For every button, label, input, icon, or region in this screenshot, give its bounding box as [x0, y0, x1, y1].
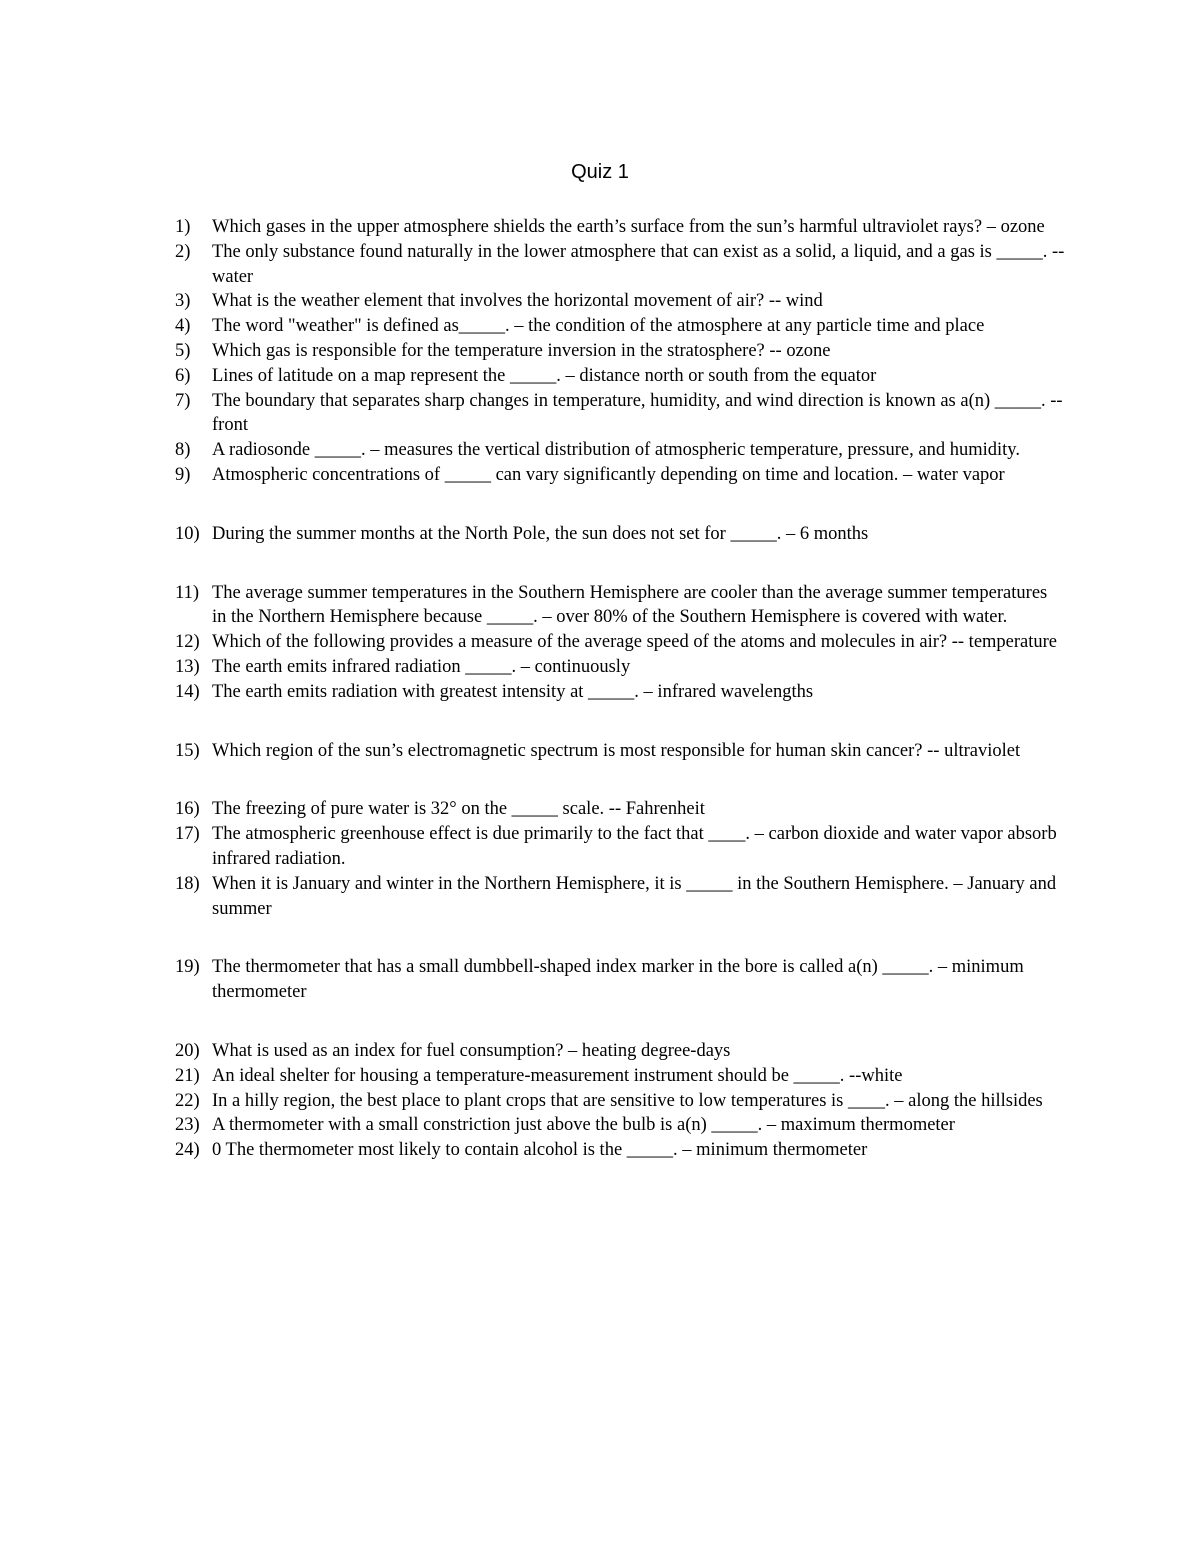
list-item [175, 438, 1065, 463]
page-title: Quiz 1 [571, 161, 629, 183]
question-text: Which of the following provides a measure of the average speed of the atoms and molecules in air? -- temperature [212, 632, 1058, 653]
question-text: A radiosonde _____. – measures the vertical distribution of atmospheric temperature, pressure, and humidity. [212, 440, 1020, 461]
list-item [175, 739, 1065, 764]
question-number: 14) [175, 681, 200, 702]
question-text: The boundary that separates sharp changes in temperature, humidity, and wind direction is known as a(n) _____. -- front [212, 390, 1063, 436]
question-text: The freezing of pure water is 32° on the _____ scale. -- Fahrenheit [212, 799, 705, 820]
list-item [175, 630, 1065, 655]
list-item [175, 215, 1065, 240]
question-number: 19) [175, 957, 200, 978]
question-number: 18) [175, 873, 200, 894]
question-number: 10) [175, 523, 200, 544]
list-item [175, 1039, 1065, 1064]
question-number: 9) [175, 464, 191, 485]
question-list [175, 215, 1065, 1163]
list-item [175, 289, 1065, 314]
question-number: 24) [175, 1140, 200, 1161]
question-number: 11) [175, 582, 199, 603]
list-item [175, 240, 1065, 290]
question-number: 3) [175, 291, 191, 312]
list-item [175, 389, 1065, 439]
question-number: 7) [175, 390, 191, 411]
question-number: 20) [175, 1040, 200, 1061]
list-item [175, 339, 1065, 364]
list-item [175, 797, 1065, 822]
question-text: When it is January and winter in the Northern Hemisphere, it is _____ in the Southern Hemisphere. – January and summer [212, 873, 1057, 919]
question-number: 1) [175, 217, 191, 237]
question-text: Which gas is responsible for the temperature inversion in the stratosphere? -- ozone [212, 340, 831, 361]
question-number: 8) [175, 440, 191, 461]
list-item [175, 463, 1065, 488]
list-item [175, 955, 1065, 1005]
question-number: 13) [175, 656, 200, 677]
list-item [175, 1138, 1065, 1163]
question-number: 17) [175, 824, 200, 845]
question-text: The earth emits radiation with greatest intensity at _____. – infrared wavelengths [212, 681, 814, 702]
list-item [175, 822, 1065, 872]
question-number: 16) [175, 799, 200, 820]
question-text: The earth emits infrared radiation _____. – continuously [212, 656, 631, 677]
question-number: 22) [175, 1090, 200, 1111]
list-item [175, 522, 1065, 547]
question-number: 2) [175, 241, 191, 262]
question-text: The only substance found naturally in the lower atmosphere that can exist as a solid, a liquid, and a gas is _____. --water [212, 241, 1065, 287]
question-text: The atmospheric greenhouse effect is due primarily to the fact that ____. – carbon dioxide and water vapor absorb infrared radiation. [212, 824, 1057, 869]
question-number: 23) [175, 1115, 200, 1136]
list-item [175, 314, 1065, 339]
list-item [175, 1113, 1065, 1138]
question-text: What is the weather element that involves the horizontal movement of air? -- wind [212, 291, 823, 312]
question-text: During the summer months at the North Pole, the sun does not set for _____. – 6 months [212, 523, 869, 544]
question-number: 12) [175, 632, 200, 653]
question-text: A thermometer with a small constriction just above the bulb is a(n) _____. – maximum thermometer [212, 1115, 955, 1136]
list-item [175, 1089, 1065, 1114]
question-number: 6) [175, 365, 191, 386]
question-text: Lines of latitude on a map represent the _____. – distance north or south from the equator [212, 365, 877, 386]
question-text: Atmospheric concentrations of _____ can vary significantly depending on time and location. – water vapor [212, 464, 1005, 485]
question-text: The average summer temperatures in the Southern Hemisphere are cooler than the average summer temperatures in the Northern Hemisphere because _____. – over 80% of the Southern Hemisphere is covered with water. [212, 582, 1048, 628]
list-item [175, 364, 1065, 389]
question-text: The word "weather" is defined as_____. – the condition of the atmosphere at any particle time and place [212, 316, 985, 337]
question-text: Which region of the sun’s electromagnetic spectrum is most responsible for human skin cancer? -- ultraviolet [212, 740, 1021, 761]
question-text: What is used as an index for fuel consumption? – heating degree-days [212, 1040, 731, 1061]
list-item [175, 581, 1065, 631]
list-item [175, 680, 1065, 705]
question-number: 5) [175, 340, 191, 361]
question-text: An ideal shelter for housing a temperature-measurement instrument should be _____. --white [212, 1065, 903, 1086]
question-number: 15) [175, 740, 200, 761]
list-item [175, 655, 1065, 680]
question-number: 4) [175, 316, 191, 337]
list-item [175, 1064, 1065, 1089]
question-text: Which gases in the upper atmosphere shields the earth’s surface from the sun’s harmful ultraviolet rays? – ozone [212, 217, 1045, 237]
list-item [175, 872, 1065, 922]
question-number: 21) [175, 1065, 200, 1086]
question-text: In a hilly region, the best place to plant crops that are sensitive to low temperatures is ____. – along the hillsides [212, 1090, 1043, 1111]
question-text: 0 The thermometer most likely to contain alcohol is the _____. – minimum thermometer [212, 1140, 868, 1161]
question-text: The thermometer that has a small dumbbell-shaped index marker in the bore is called a(n) _____. – minimum thermometer [212, 957, 1024, 1003]
